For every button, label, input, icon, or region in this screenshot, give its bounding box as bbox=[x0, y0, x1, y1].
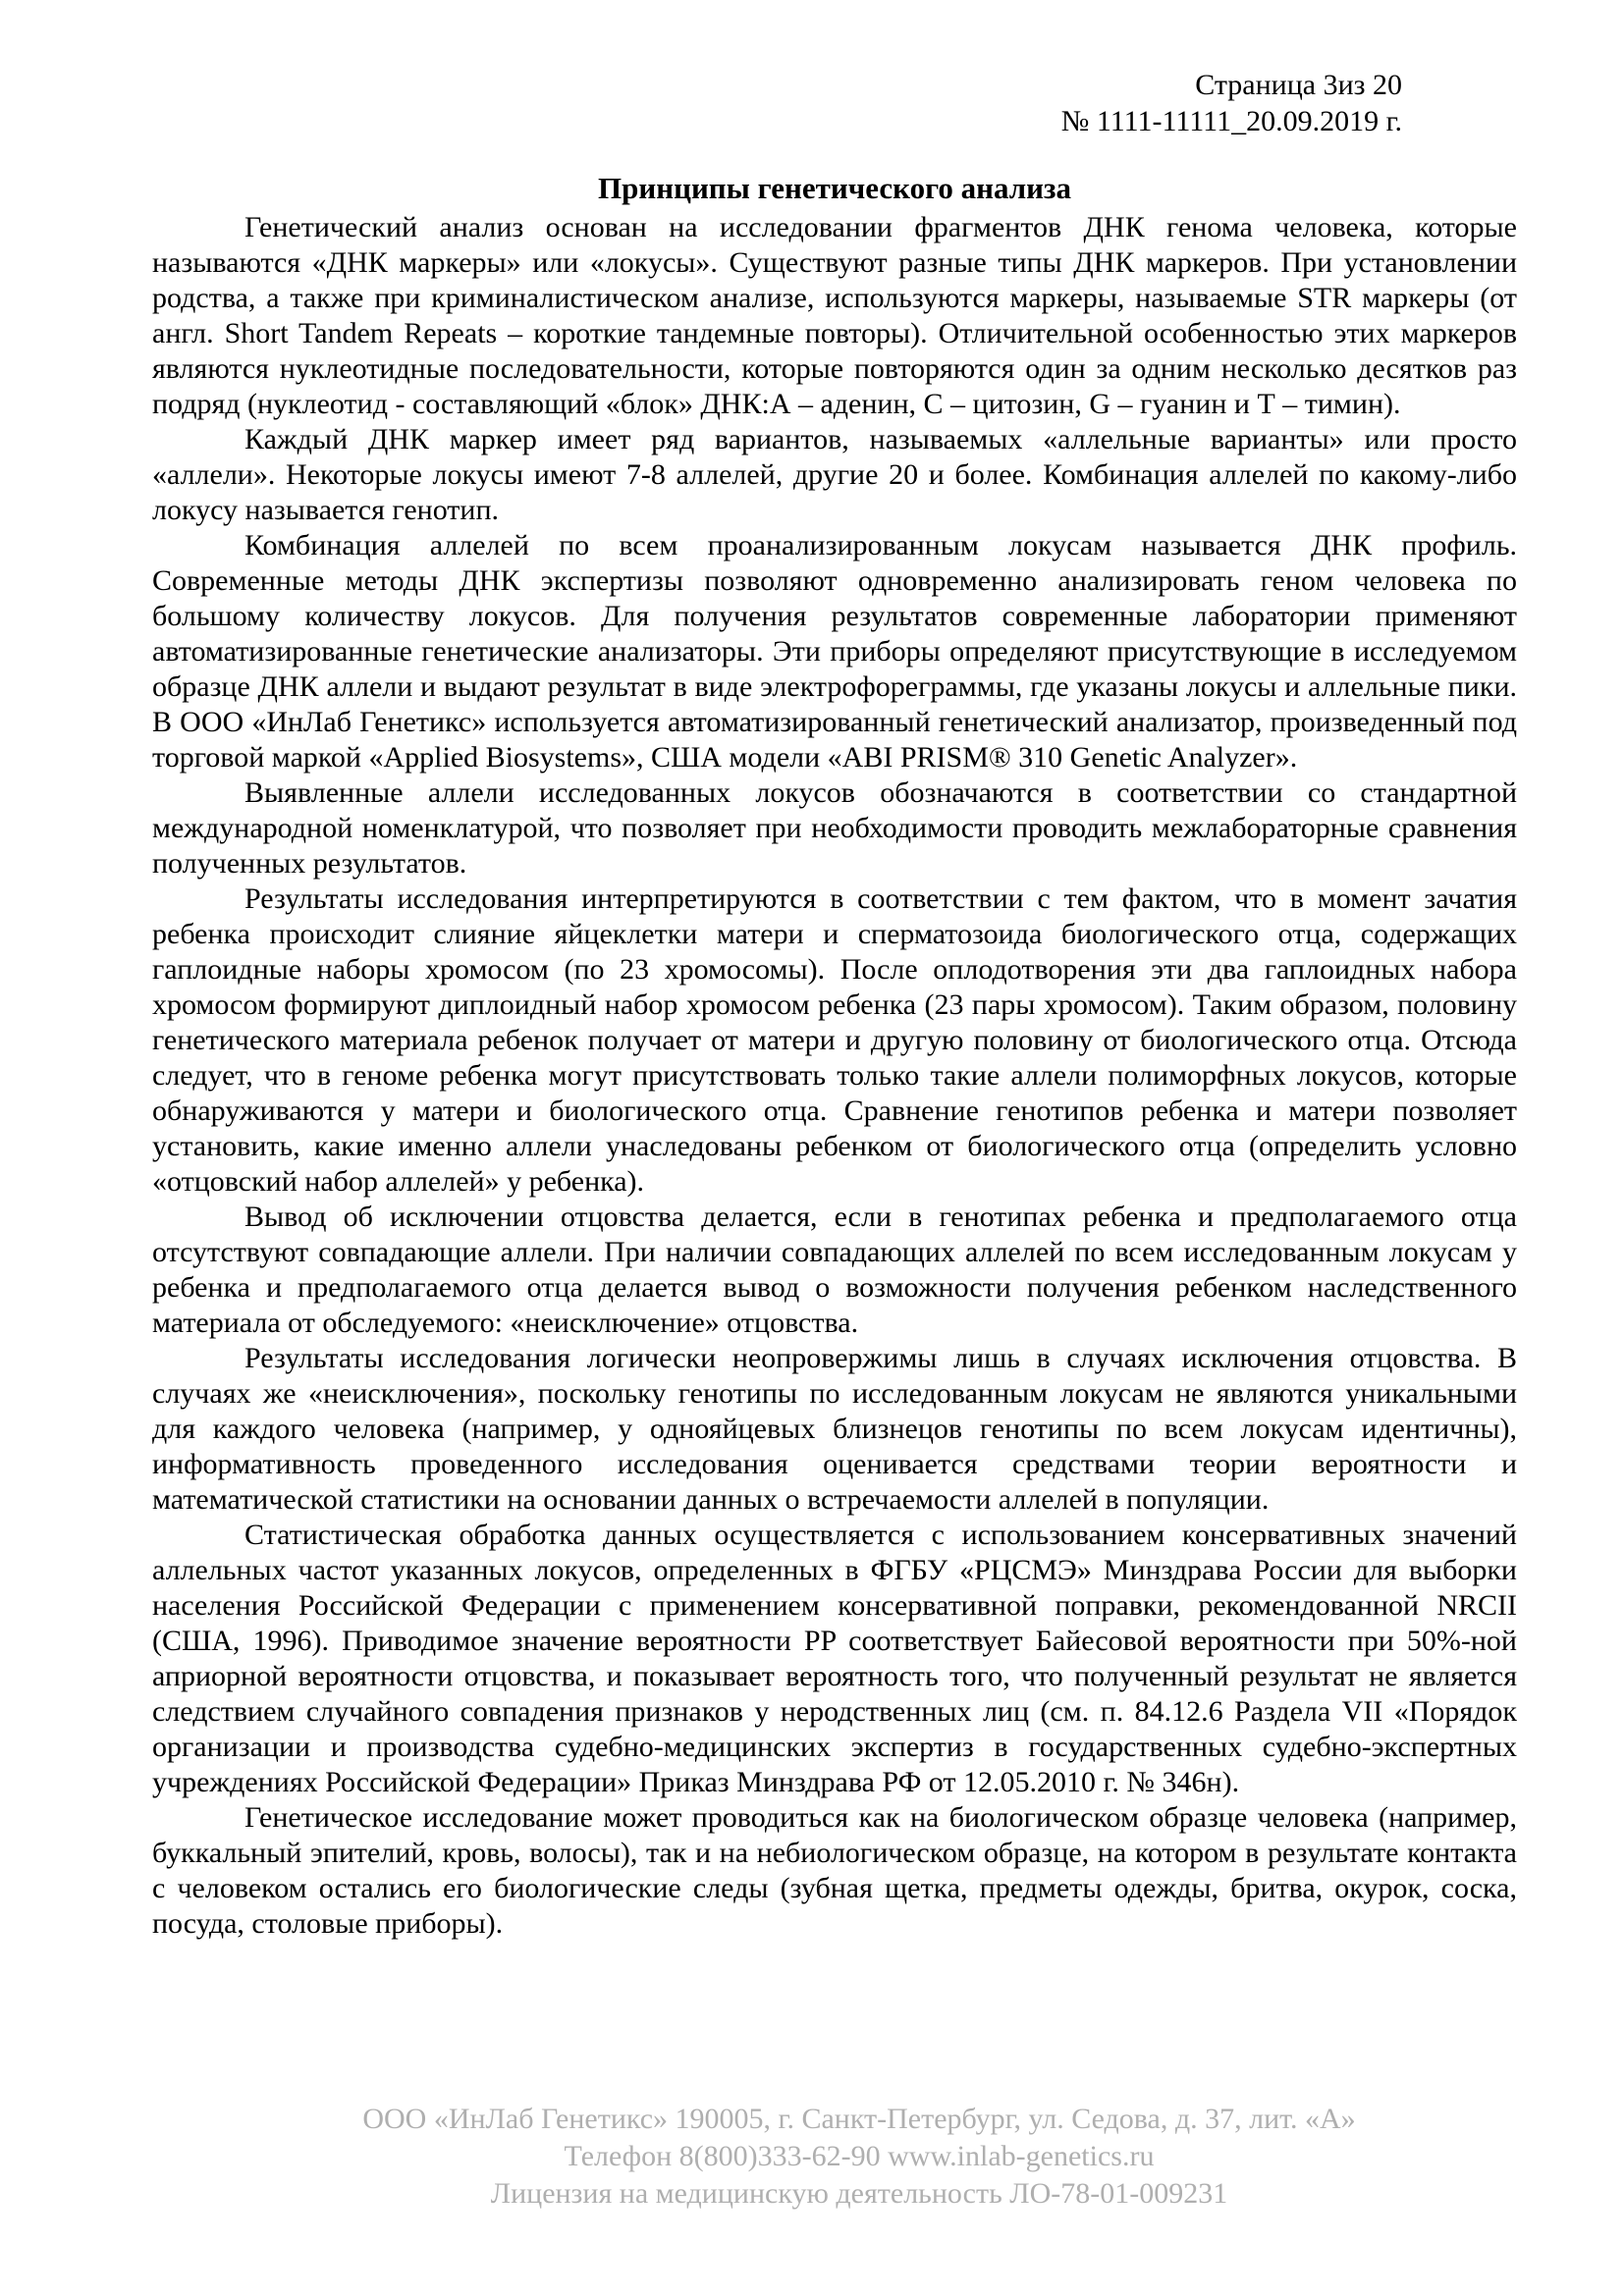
footer-phone-website: Телефон 8(800)333-62-90 www.inlab-genetics.ru bbox=[564, 2140, 1155, 2172]
document-number-date: № 1111-11111_20.09.2019 г. bbox=[1060, 105, 1402, 137]
paragraph-paternity-exclusion: Вывод об исключении отцовства делается, если в генотипах ребенка и предполагаемого отца отсутствуют совпадающие аллели. При наличии совпадающих аллелей по всем исследованным локусам у ребенка и предполагаемого отца делается вывод о возможности получения ребенком наследственного материала от обследуемого: «неисключение» отцовства. bbox=[152, 1201, 1517, 1339]
paragraph-dna-profile-analyzer: Комбинация аллелей по всем проанализированным локусам называется ДНК профиль. Современные методы ДНК экспертизы позволяют одновременно анализировать геном человека по большому количеству локусов. Для получения результатов современные лаборатории применяют автоматизированные генетические анализаторы. Эти приборы определяют присутствующие в исследуемом образце ДНК аллели и выдают результат в виде электрофореграммы, где указаны локусы и аллельные пики. В ООО «ИнЛаб Генетикс» используется автоматизированный генетический анализатор, произведенный под торговой маркой «Applied Biosystems», США модели «ABI PRISM® 310 Genetic Analyzer». bbox=[152, 529, 1517, 774]
page-number: Страница 3из 20 bbox=[1195, 69, 1402, 101]
document-title: Принципы генетического анализа bbox=[598, 171, 1071, 205]
page-header bbox=[0, 67, 1402, 139]
paragraph-inheritance-interpretation: Результаты исследования интерпретируются в соответствии с тем фактом, что в момент зачатия ребенка происходит слияние яйцеклетки матери и сперматозоида биологического отца, содержащих гаплоидные наборы хромосом (по 23 хромосомы). После оплодотворения эти два гаплоидных набора хромосом формируют диплоидный набор хромосом ребенка (23 пары хромосом). Таким образом, половину генетического материала ребенок получает от матери и другую половину от биологического отца. Отсюда следует, что в геноме ребенка могут присутствовать только такие аллели полиморфных локусов, которые обнаруживаются у матери и биологического отца. Сравнение генотипов ребенка и матери позволяет установить, какие именно аллели унаследованы ребенком от биологического отца (определить условно «отцовский набор аллелей» у ребенка). bbox=[152, 882, 1517, 1198]
paragraph-result-informativeness: Результаты исследования логически неопровержимы лишь в случаях исключения отцовства. В случаях же «неисключения», поскольку генотипы по исследованным локусам не являются уникальными для каждого человека (например, у однояйцевых близнецов генотипы по всем локусам идентичны), информативность проведенного исследования оценивается средствами теории вероятности и математической статистики на основании данных о встречаемости аллелей в популяции. bbox=[152, 1342, 1517, 1516]
paragraph-allele-variants: Каждый ДНК маркер имеет ряд вариантов, называемых «аллельные варианты» или просто «аллели». Некоторые локусы имеют 7-8 аллелей, другие 20 и более. Комбинация аллелей по какому-либо локусу называется генотип. bbox=[152, 423, 1517, 526]
page-footer bbox=[152, 2101, 1566, 2213]
footer-company-address: ООО «ИнЛаб Генетикс» 190005, г. Санкт-Петербург, ул. Седова, д. 37, лит. «А» bbox=[362, 2103, 1356, 2135]
paragraph-statistical-processing: Статистическая обработка данных осуществляется с использованием консервативных значений аллельных частот указанных локусов, определенных в ФГБУ «РЦСМЭ» Минздрава России для выборки населения Российской Федерации с применением консервативной поправки, рекомендованной NRCII (США, 1996). Приводимое значение вероятности PP соответствует Байесовой вероятности при 50%-ной априорной вероятности отцовства, и показывает вероятность того, что полученный результат не является следствием случайного совпадения признаков у неродственных лиц (см. п. 84.12.6 Раздела VII «Порядок организации и производства судебно-медицинских экспертиз в государственных судебно-экспертных учреждениях Российской Федерации» Приказ Минздрава РФ от 12.05.2010 г. № 346н). bbox=[152, 1519, 1517, 1798]
paragraph-nomenclature: Выявленные аллели исследованных локусов обозначаются в соответствии со стандартной международной номенклатурой, что позволяет при необходимости проводить межлабораторные сравнения полученных результатов. bbox=[152, 776, 1517, 880]
footer-license: Лицензия на медицинскую деятельность ЛО-78-01-009231 bbox=[490, 2177, 1228, 2210]
document-body bbox=[152, 169, 1517, 1942]
paragraph-dna-markers-intro: Генетический анализ основан на исследовании фрагментов ДНК генома человека, которые называются «ДНК маркеры» или «локусы». Существуют разные типы ДНК маркеров. При установлении родства, а также при криминалистическом анализе, используются маркеры, называемые STR маркеры (от англ. Short Tandem Repeats – короткие тандемные повторы). Отличительной особенностью этих маркеров являются нуклеотидные последовательности, которые повторяются один за одним несколько десятков раз подряд (нуклеотид - составляющий «блок» ДНК:А – аденин, С – цитозин, G – гуанин и Т – тимин). bbox=[152, 211, 1517, 420]
paragraph-sample-types: Генетическое исследование может проводиться как на биологическом образце человека (например, буккальный эпителий, кровь, волосы), так и на небиологическом образце, на котором в результате контакта с человеком остались его биологические следы (зубная щетка, предметы одежды, бритва, окурок, соска, посуда, столовые приборы). bbox=[152, 1801, 1517, 1940]
